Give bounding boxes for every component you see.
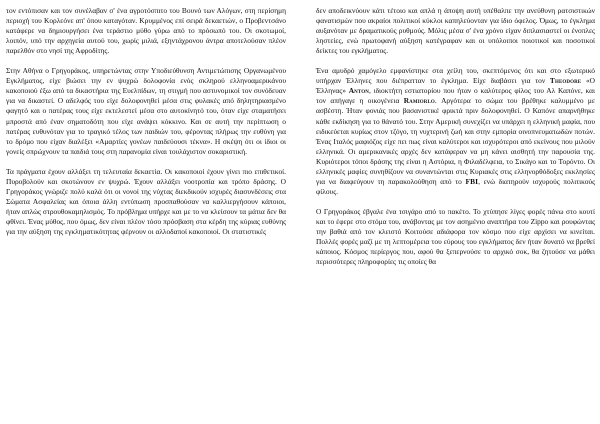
- paragraph: Στην Αθήνα ο Γρηγοράκος, υπηρετώντας στην Υποδιεύθυνση Αντιμετώπισης Οργανωμένου Εγκλήματος, είχε βιώσει την εν ψυχρώ δολοφονία ενός σκληρού ελληνοαμερικάνου κακοποιού έξω από τα δικαστήρια της Ευελπίδων, τη στιγμή που αστυνομικοί τον συνόδευαν για να δικαστεί. Ο αδελφός του είχε δολοφονηθεί μέσα στις φυλακές από δηλητηριασμένο φαγητό και ο πατέρας τους είχε εκτελεστεί μέσα στο αυτοκίνητό του, όταν είχε σταματήσει μπροστά από έναν σηματοδότη που είχε ανάψει κόκκινο. Και σε αυτή την περίπτωση ο πατέρας ευθυνόταν για το τραγικό τέλος των παιδιών του, φέροντας πλήρως την ευθύνη για το δρόμο που είχαν διαλέξει «Αμαρτίες γονέων παιδεύουσι τέκνα». Η σκέψη ότι οι ίδιοι οι γονείς σπρώχνουν τα παιδιά τους στη παρανομία είναι τουλάχιστον σοκαριστική.: [6, 66, 286, 156]
- left-column: [6, 6, 286, 237]
- paragraph: δεν αποδεικνύουν κάτι τέτοιο και απλά η άποψη αυτή υπέθαλπε την ανεύθυνη ρατσιστικών φανατισμών που ακραίοι πολιτικοί κύκλοι καπηλεύονταν για ίδιο όφελος. Όμως, το έγκλημα αυξανόταν με δραματικούς ρυθμούς. Μόλις μέσα σ' ένα χρόνο είχαν διπλασιαστεί οι ένοπλες ληστείες, ενώ πρωτοφανή αύξηση κατέγραφαν και οι υπόλοιποι ποιοτικοί και ποσοτικοί δείκτες του εγκλήματος.: [316, 6, 595, 56]
- paragraph: Ένα αμυδρό χαμόγελο εμφανίστηκε στα χείλη του, σκεπτόμενος ότι και στο εξωτερικό υπήρχαν Έλληνες που διέπρατταν το έγκλημα. Είχε διαβάσει για τον Theodore «Ο Έλληνας» Anton, ιδιοκτήτη εστιατορίου που ήταν ο καλύτερος φίλος του Αλ Καπόνε, και τον απήγαγε η οικογένεια Ramiorlo. Αργότερα το σώμα του βρέθηκε καλυμμένο με ασβέστη. Ήταν φονιάς που βασανιστικέ φρικτά πριν δολοφονηθεί. Ο Καπόνε απαρνήθηκε κάθε εκδίκηση για το θάνατό του. Στην Αμερική συνεχίζει να υπάρχει η ελληνική μαφία, που ειδικεύεται κυρίως στον τζόγο, τη νυχτερινή ζωή και στην εμπορία οινοπνευματωδών ποτών. Ένας Ιταλός μαφιόζος είχε πει πως είναι καλύτεροι και ισχυρότεροι από εκείνους που μιλούν ελληνικά. Οι αμερικανικές αρχές δεν κατάφεραν να μη κάνει αισθητή την παρουσία της. Κυριότεροι τόποι δράσης της είναι η Αστόρια, η Φιλαδέλφεια, το Σικάγο και το Τορόντο. Οι ελληνικές μαφίες συνηθίζουν να συναντώνται στις Κυριακές στις ελληνορθόδοξες εκκλησίες για να διαφεύγουν τη παρακολούθηση από το FBI, ενώ διατηρούν ισχυρούς πολιτικούς φίλους.: [316, 66, 595, 196]
- text-run: ιδιοκτήτη εστιατορίου που ήταν ο καλύτερος φίλος του Αλ Καπόνε, και τον απήγαγε η οικογένεια: [316, 86, 595, 106]
- paragraph: τον εντόπισαν και τον συνέλαβαν σ' ένα αγροτόσπιτο του Βουνό των Αλόγων, στη περίσημη περιοχή του Κορλεόνε απ' όπου καταγόταν. Κρυμμένος επί σειρά δεκαετιών, ο Προβεντσάνο κατάφερε να δημιουργήσει ένα τεράστιο μύθο γύρω από το πρόσωπό του. Οι σκοτωμοί, λοιπόν, υπό την αρχηγεία αυτού του, χωρίς μιλιά, εξηντάχρονου άντρα αποτελούσαν πλέον παρελθόν στο νησί της Αφροδίτης.: [6, 6, 286, 56]
- paragraph: Τα πράγματα έχουν αλλάξει τη τελευταία δεκαετία. Οι κακοποιοί έχουν γίνει πιο επιθετικοί. Πυροβολούν και σκοτώνουν εν ψυχρώ. Έχουν αλλάξει νοοτροπία και τρόπο δράσης. Ο Γρηγοράκος γνώριζε πολύ καλά ότι οι νονοί της νύχτας διεκδικούν ισχυρές διασυνδέσεις στα Σώματα Ασφαλείας και όποια άλλη εντύπωση προσπαθούσαν να καλλιεργήσουν κάποιοι, ήταν απλώς στρουθοκαμηλισμός. Το πρόβλημα υπήρχε και με το να κλείσουν τα μάτια δεν θα φθίνει. Ένας μύθος, που όμως, δεν είναι πλέον τόσο πρόσβαση στα κέρδη της κύριας ευθύνης για την αύξηση της εγκληματικότητας φέρνουν οι αλλοδαποί κακοποιοί. Οι στατιστικές: [6, 166, 286, 237]
- right-column: [316, 6, 595, 267]
- name-anton: Anton: [348, 86, 369, 96]
- text-run: Ένα αμυδρό χαμόγελο εμφανίστηκε στα χείλη του, σκεπτόμενος ότι και στο εξωτερικό υπήρχαν Έλληνες που διέπρατταν το έγκλημα. Είχε διαβάσει για τον: [316, 66, 595, 86]
- nickname: «Ο Έλληνας»: [316, 76, 595, 96]
- name-ramiorlo: Ramiorlo: [403, 96, 435, 106]
- text-run: ενώ διατηρούν ισχυρούς πολιτικούς φίλους.: [316, 176, 595, 196]
- paragraph: Ο Γρηγοράκος έβγαλε ένα τσιγάρο από το πακέτο. Το χτύπησε λίγες φορές πάνω στο κουτί και το έφερε στο στόμα του, ανάβοντας με τον ασημένιο αναπτήρα του Zippo και ρουφώντας την βαθιά από τον κλειστό Κοιτούσε αδιάφορα τον κόσμο που είχε αρχίσει να κινείται. Πολλές φορές μαζί με τη λεπτομέρεια του εύρους του εγκλήματος δεν ήταν δυνατό να βρεθεί κάποιος. Κόσμος περίεργος που, αφού θα ξεπερνούσε το αρχικό σοκ, θα ζητούσε να μάθει περισσότερες πληροφορίες τις οποίες θα: [316, 206, 595, 267]
- name-theodore: Theodore: [549, 76, 582, 86]
- name-fbi: FBI: [465, 176, 479, 186]
- text-run: Αργότερα το σώμα του βρέθηκε καλυμμένο με ασβέστη. Ήταν φονιάς που βασανιστικέ φρικτά πριν δολοφονηθεί. Ο Καπόνε απαρνήθηκε κάθε εκδίκηση για το θάνατό του. Στην Αμερική συνεχίζει να υπάρχει η ελληνική μαφία, που ειδικεύεται κυρίως στον τζόγο, τη νυχτερινή ζωή και στην εμπορία οινοπνευματωδών ποτών. Ένας Ιταλός μαφιόζος είχε πει πως είναι καλύτεροι και ισχυρότεροι από εκείνους που μιλούν ελληνικά. Οι αμερικανικές αρχές δεν κατάφεραν να μη κάνει αισθητή την παρουσία της. Κυριότεροι τόποι δράσης της είναι η Αστόρια, η Φιλαδέλφεια, το Σικάγο και το Τορόντο. Οι ελληνικές μαφίες συνηθίζουν να συναντώνται στις Κυριακές στις ελληνορθόδοξες εκκλησίες για να διαφεύγουν τη παρακολούθηση από το: [316, 96, 595, 186]
